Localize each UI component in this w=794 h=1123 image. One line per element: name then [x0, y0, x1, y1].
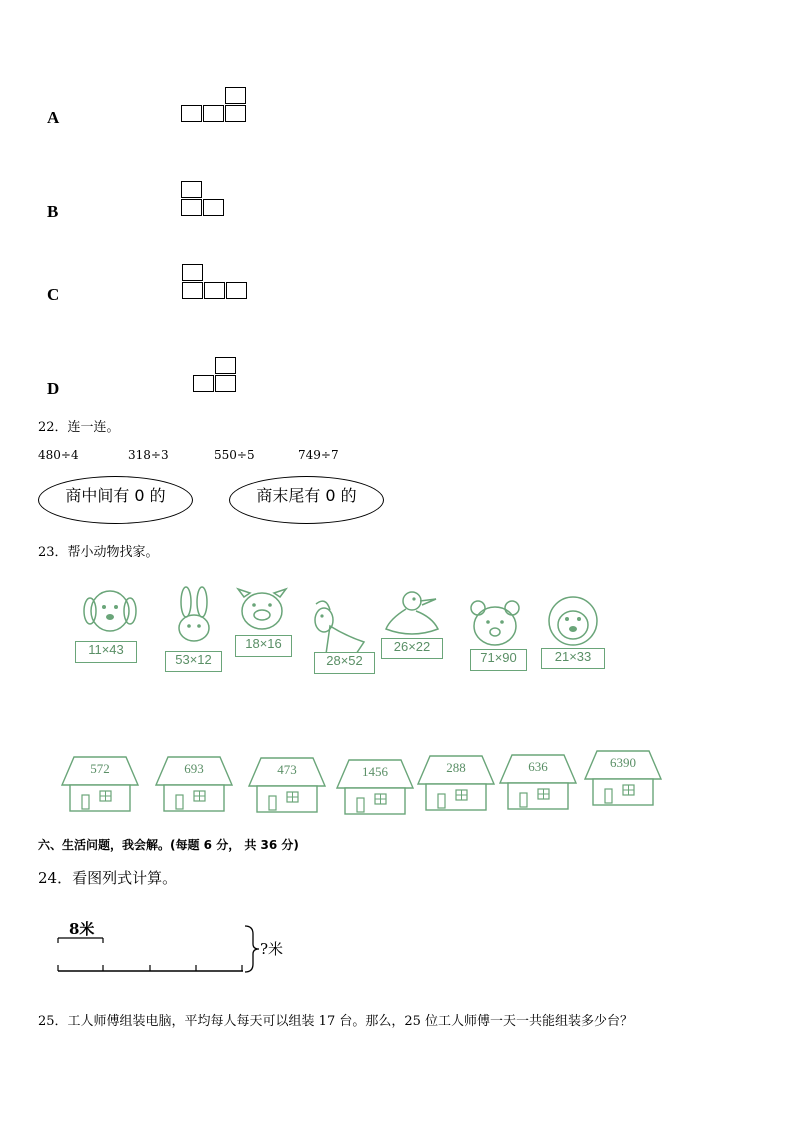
- house[interactable]: [583, 749, 663, 807]
- house-number: 1456: [362, 764, 388, 779]
- monkey-icon: [542, 595, 604, 649]
- animal-duck[interactable]: [382, 589, 448, 643]
- duck-icon: [382, 589, 448, 639]
- square: [226, 282, 247, 299]
- q22-category-label: 商末尾有 0 的: [256, 485, 357, 505]
- animal-plate-goat: 28×52: [314, 652, 375, 674]
- animal-plate-rabbit: 53×12: [165, 651, 222, 672]
- animal-pig[interactable]: [234, 587, 290, 639]
- animal-plate-pig: 18×16: [235, 635, 292, 657]
- q23-title: 23．帮小动物找家。: [38, 545, 159, 560]
- square: [215, 357, 236, 374]
- house-number: 288: [446, 760, 466, 775]
- option-b-letter: B: [47, 202, 59, 221]
- q24-segment-label: 8米: [69, 920, 95, 938]
- square: [203, 105, 224, 122]
- house[interactable]: [247, 756, 327, 814]
- square: [225, 105, 246, 122]
- animal-rabbit[interactable]: [168, 586, 224, 658]
- section-six-title: 六、生活问题，我会解。(每题 6 分， 共 36 分): [38, 838, 299, 852]
- q22-category-label: 商中间有 0 的: [65, 485, 166, 505]
- square: [215, 375, 236, 392]
- square: [181, 105, 202, 122]
- q22-category-end-zero[interactable]: [229, 476, 384, 524]
- q22-title: 22．连一连。: [38, 420, 120, 435]
- house[interactable]: [60, 755, 140, 813]
- house-number: 693: [184, 761, 204, 776]
- q22-expression[interactable]: 550÷5: [214, 448, 255, 462]
- house-number: 473: [277, 762, 297, 777]
- house[interactable]: [416, 754, 496, 812]
- option-d-letter: D: [47, 379, 60, 398]
- square: [225, 87, 246, 104]
- square: [182, 282, 203, 299]
- bear-icon: [468, 600, 522, 648]
- option-c-letter: C: [47, 285, 60, 304]
- animal-plate-dog: 11×43: [75, 641, 137, 663]
- house[interactable]: [154, 755, 234, 813]
- q22-expression[interactable]: 318÷3: [128, 448, 169, 462]
- animal-plate-duck: 26×22: [381, 638, 443, 659]
- square: [193, 375, 214, 392]
- q24-line-diagram: [55, 918, 315, 978]
- goat-icon: [306, 596, 368, 658]
- q22-expression[interactable]: 480÷4: [38, 448, 79, 462]
- animal-bear[interactable]: [468, 600, 522, 652]
- dog-icon: [78, 587, 142, 642]
- house[interactable]: [335, 758, 415, 816]
- q25-text: 25．工人师傅组装电脑，平均每人每天可以组装 17 台。那么，25 位工人师傅一天一共能组装多少台？: [38, 1014, 634, 1029]
- square: [181, 199, 202, 216]
- house[interactable]: [498, 753, 578, 811]
- square: [182, 264, 203, 281]
- house-number: 636: [528, 759, 548, 774]
- rabbit-icon: [168, 586, 224, 654]
- house-number: 572: [90, 761, 110, 776]
- q22-category-middle-zero[interactable]: [38, 476, 193, 524]
- q24-title: 24．看图列式计算。: [38, 869, 178, 887]
- q22-expression[interactable]: 749÷7: [298, 448, 339, 462]
- q24-total-label: ?米: [260, 940, 284, 958]
- pig-icon: [234, 587, 290, 635]
- house-number: 6390: [610, 755, 636, 770]
- animal-monkey[interactable]: [542, 595, 604, 653]
- square: [181, 181, 202, 198]
- animal-dog[interactable]: [78, 587, 142, 646]
- animal-plate-bear: 71×90: [470, 649, 527, 671]
- square: [203, 199, 224, 216]
- animal-plate-monkey: 21×33: [541, 648, 605, 669]
- option-a-letter: A: [47, 108, 60, 127]
- square: [204, 282, 225, 299]
